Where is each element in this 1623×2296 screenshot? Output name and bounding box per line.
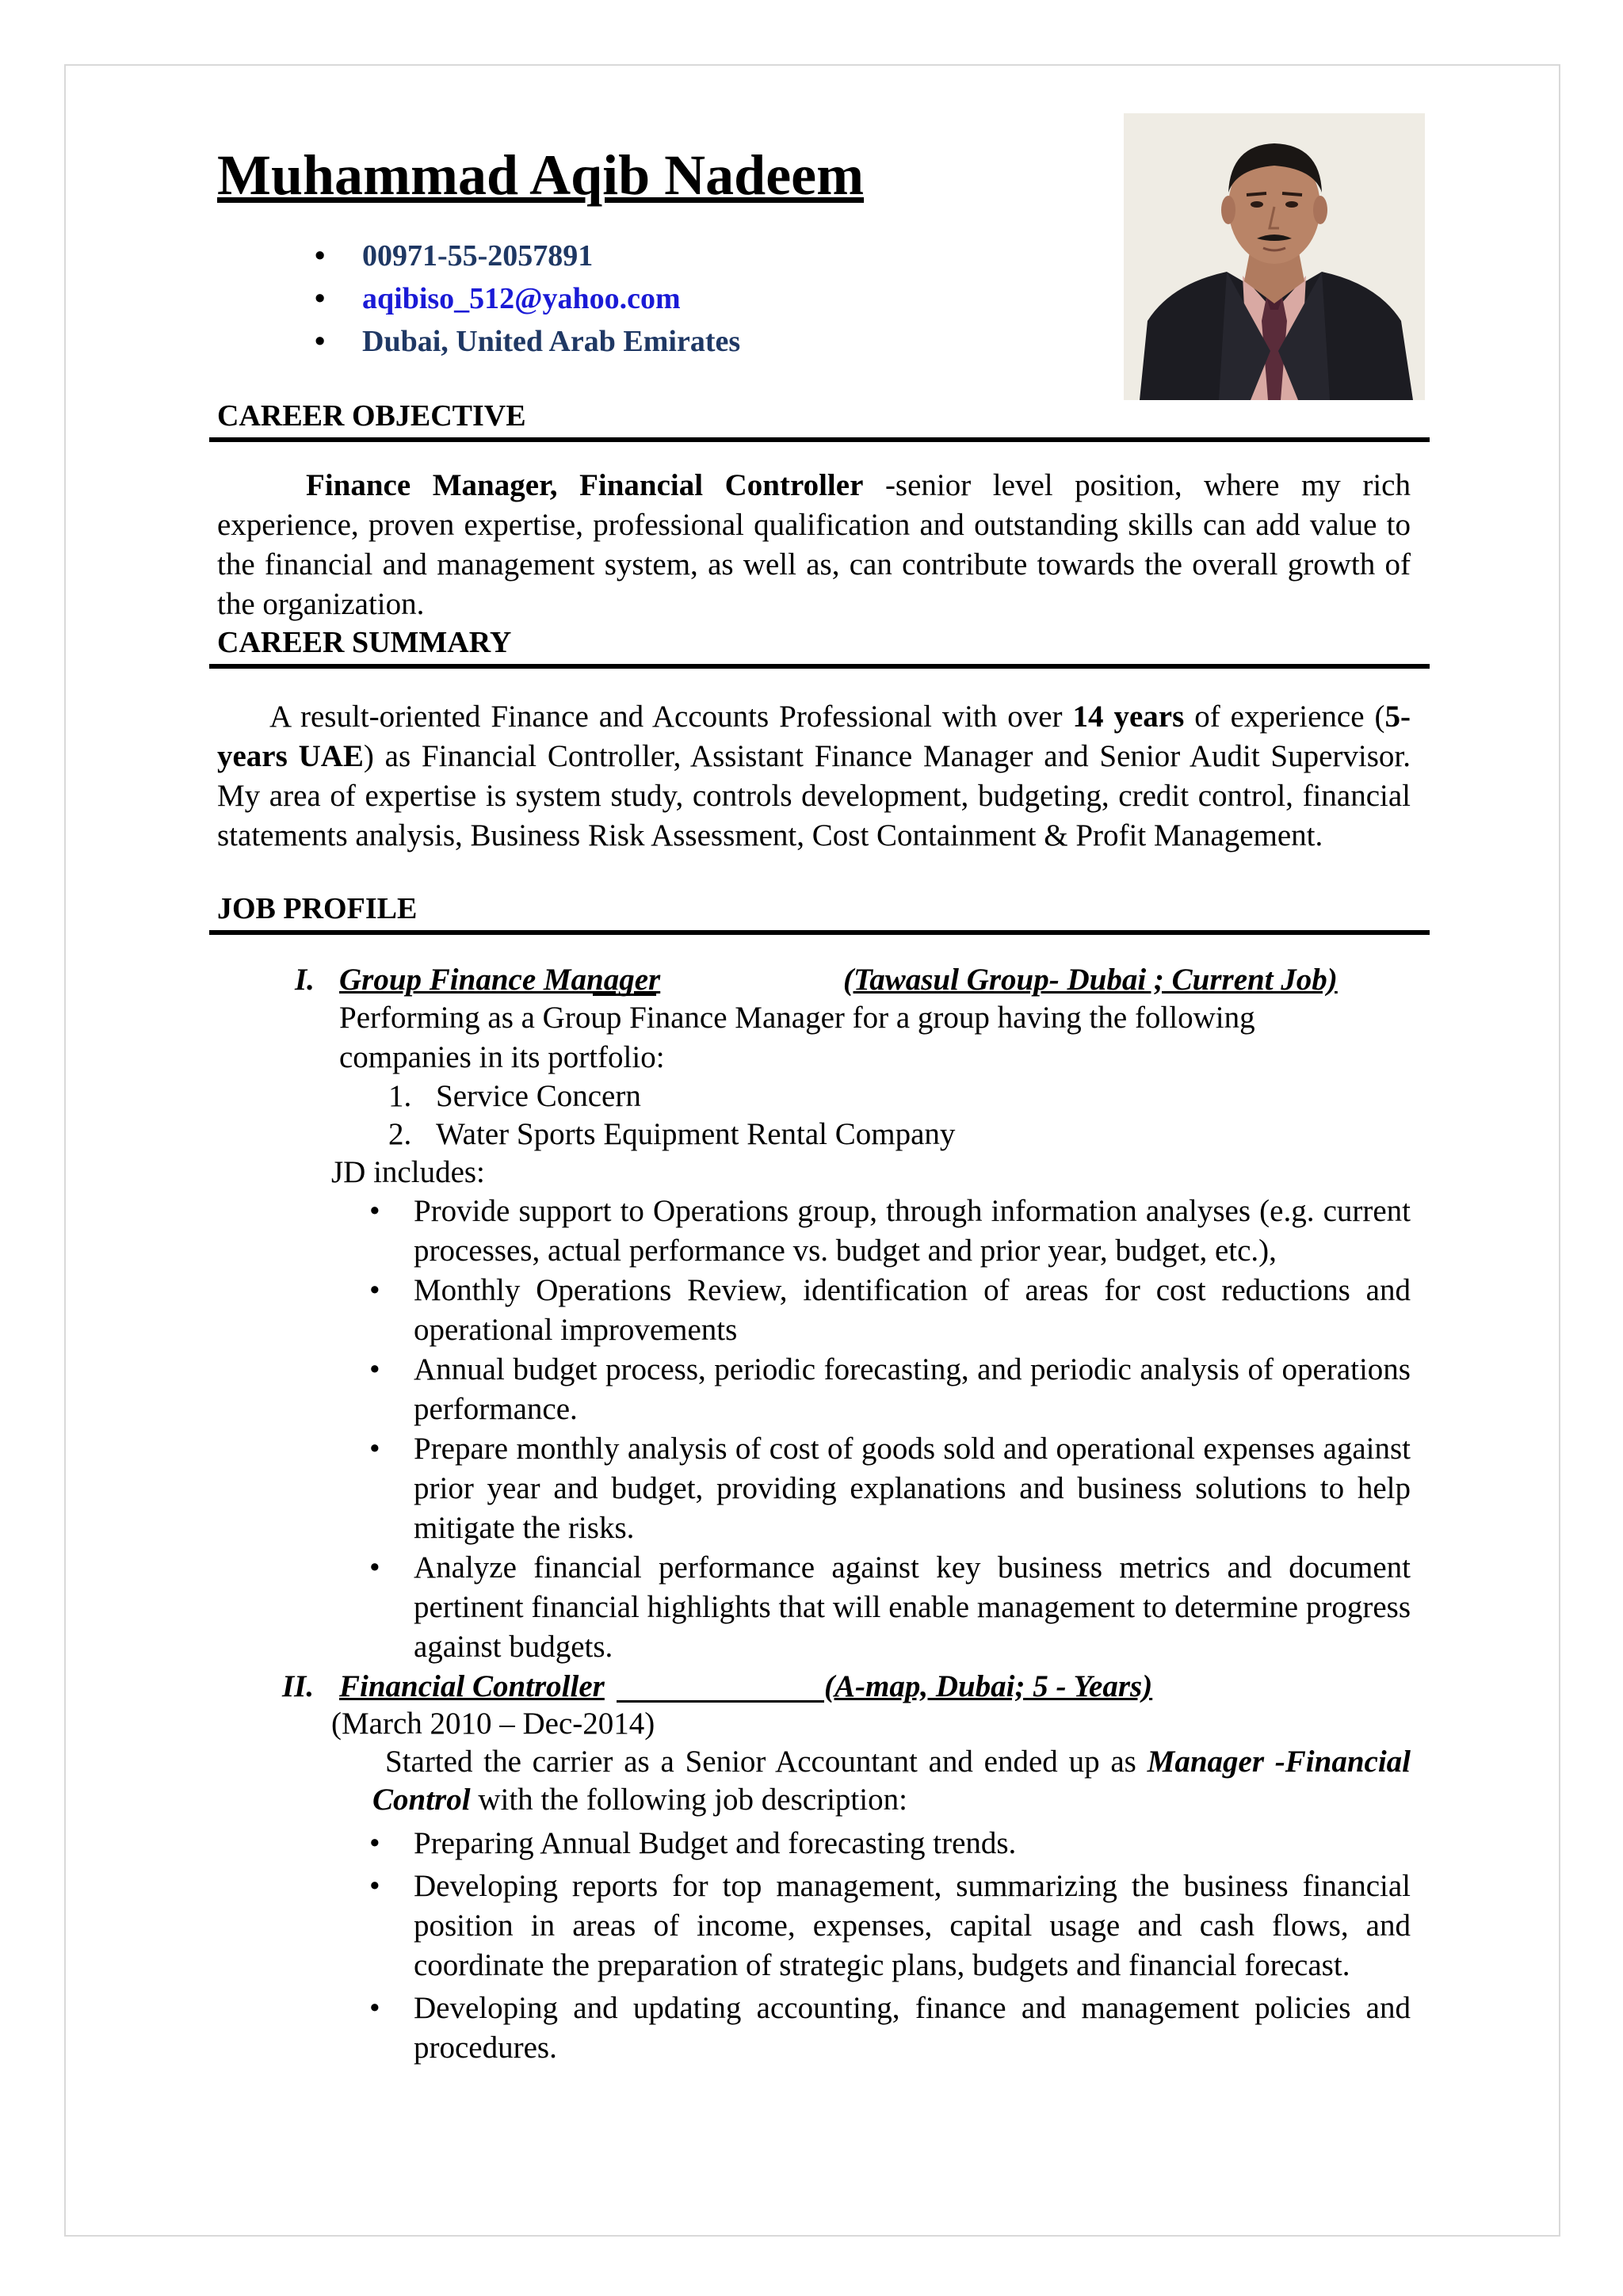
job-2-duty: • Preparing Annual Budget and forecasting trends.: [414, 1824, 1411, 1863]
job-1-duty: • Provide support to Operations group, through information analyses (e.g. current processes, actual performance vs. budget and prior year, budget, etc.),: [414, 1192, 1411, 1271]
job-2-title-line: [217, 1667, 1411, 1705]
summary-text-3: ) as Financial Controller, Assistant Finance Manager and Senior Audit Supervisor. My area of expertise is system study, controls development, budgeting, credit control, financial statements analysis, Business Risk Assessment, Cost Containment & Profit Management.: [217, 739, 1411, 852]
career-objective-heading-text: CAREER OBJECTIVE: [217, 399, 526, 433]
job-2-duties: [217, 1824, 1411, 2068]
email-link[interactable]: • aqibiso_512@yahoo.com: [315, 277, 1411, 320]
job-1-intro: Performing as a Group Finance Manager for a group having the following companies in its portfolio:: [339, 1001, 1255, 1074]
candidate-name: Muhammad Aqib Nadeem: [217, 143, 865, 207]
job-2-duty: • Developing and updating accounting, finance and management policies and procedures.: [414, 1989, 1411, 2068]
section-divider: [209, 664, 1430, 669]
summary-uae-years: 5-years UAE: [217, 700, 1411, 773]
job-1-duty: • Monthly Operations Review, identification of areas for cost reductions and operational improvements: [414, 1271, 1411, 1350]
job-profile-heading: [217, 891, 1411, 935]
summary-experience-years: 14 years: [1072, 700, 1185, 734]
objective-target-roles: Finance Manager, Financial Controller: [306, 468, 864, 502]
resume-content: [217, 135, 1411, 2068]
job-1-employer: (Tawasul Group- Dubai ; Current Job): [843, 963, 1338, 997]
job-1-company-2: [388, 1116, 1411, 1154]
objective-description: -senior level position, where my rich experience, proven expertise, professional qualification and outstanding skills can add value to the financial and management system, as well as, can contribute towards the overall growth of the organization.: [217, 468, 1411, 621]
job-2-dates: (March 2010 – Dec-2014): [331, 1707, 655, 1741]
section-divider: [209, 437, 1430, 442]
job-1-company-list: [217, 1077, 1411, 1154]
career-summary-heading: [217, 624, 1411, 669]
job-2-intro: [217, 1743, 1411, 1819]
title-underline-gap: [617, 1697, 824, 1703]
job-1-title-line: [217, 960, 1411, 998]
company-number: 2.: [388, 1117, 412, 1151]
job-2-employer: (A-map, Dubai; 5 - Years): [824, 1669, 1153, 1703]
job-2-final-role: Manager -Financial Control: [372, 1745, 1411, 1817]
company-number: 1.: [388, 1079, 412, 1113]
job-profile-heading-text: JOB PROFILE: [217, 892, 418, 925]
job-2-intro-text-1: Started the carrier as a Senior Accountant and ended up as: [385, 1745, 1148, 1779]
job-1-duty: • Analyze financial performance against key business metrics and document pertinent financial highlights that will enable management to determine progress against budgets.: [414, 1548, 1411, 1667]
job-1-duty: • Prepare monthly analysis of cost of goods sold and operational expenses against prior year and budget, providing explanations and business solutions to help mitigate the risks.: [414, 1429, 1411, 1548]
career-summary-text: [217, 697, 1411, 856]
job-1-duties: [217, 1192, 1411, 1667]
section-divider: [209, 930, 1430, 935]
job-2-title: Financial Controller: [339, 1669, 605, 1703]
job-2-numeral: II.: [282, 1669, 315, 1703]
title-underline-gap: [593, 990, 656, 996]
phone-number: • 00971-55-2057891: [315, 235, 1411, 277]
job-2-intro-text-2: with the following job description:: [470, 1783, 907, 1817]
job-1-jd-label: JD includes:: [331, 1155, 485, 1189]
company-name: Water Sports Equipment Rental Company: [436, 1117, 956, 1151]
summary-text-1: A result-oriented Finance and Accounts Professional with over: [269, 700, 1073, 734]
summary-text-2: of experience (: [1184, 700, 1385, 734]
job-entry-1: [217, 960, 1411, 1667]
job-1-company-1: [388, 1077, 1411, 1116]
job-entry-2: [217, 1667, 1411, 2068]
career-summary-heading-text: CAREER SUMMARY: [217, 626, 512, 659]
career-objective-heading: [217, 398, 1411, 442]
job-1-numeral: I.: [295, 963, 315, 997]
location: • Dubai, United Arab Emirates: [315, 320, 1411, 363]
job-1-duty: • Annual budget process, periodic forecasting, and periodic analysis of operations performance.: [414, 1350, 1411, 1429]
job-1-title: Group Finance Manager: [339, 963, 661, 997]
career-objective-text: [217, 466, 1411, 624]
job-2-duty: • Developing reports for top management, summarizing the business financial position in areas of income, expenses, capital usage and cash flows, and coordinate the preparation of strategic plans, budgets and financial forecast.: [414, 1867, 1411, 1985]
contact-list: [217, 235, 1411, 363]
company-name: Service Concern: [436, 1079, 641, 1113]
